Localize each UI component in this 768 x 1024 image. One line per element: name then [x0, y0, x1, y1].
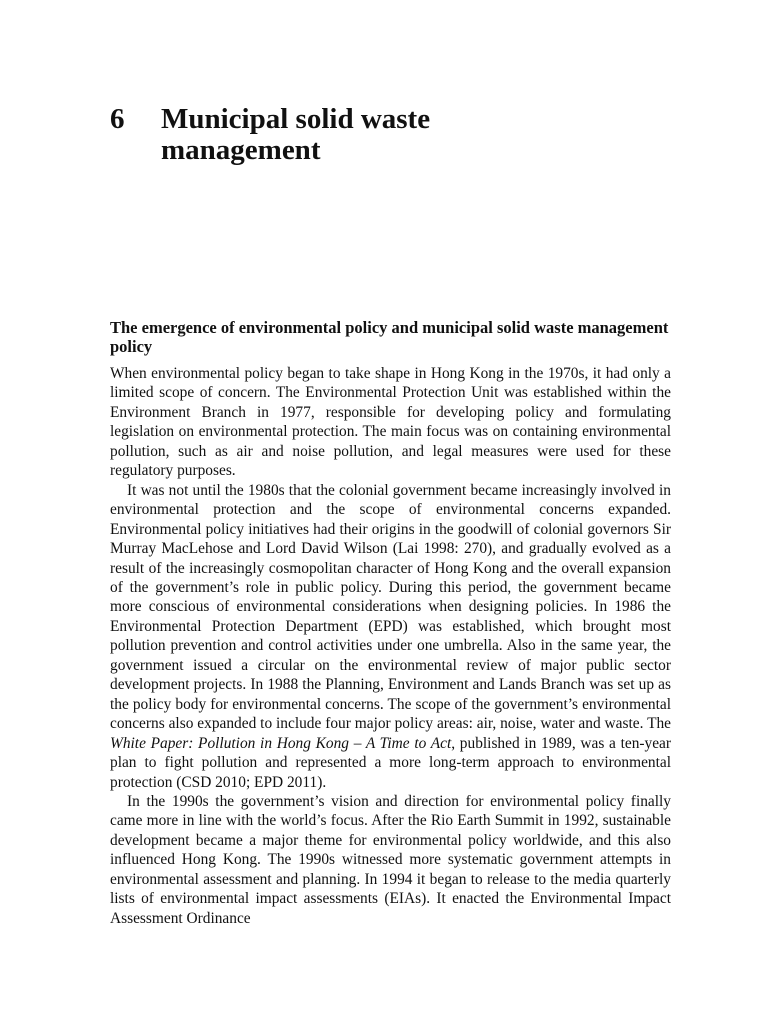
- paragraph-3: In the 1990s the government’s vision and direction for environmental policy finally came more in line with the world’s focus. After the Rio Earth Summit in 1992, sustainable development became a major theme for environmental policy worldwide, and this also influenced Hong Kong. The 1990s witnessed more systematic government attempts in environmental assessment and planning. In 1994 it began to release to the media quarterly lists of environmental impact assessments (EIAs). It enacted the Environmental Impact Assessment Ordinance: [110, 792, 671, 927]
- body-text: [110, 364, 671, 928]
- chapter-title: Municipal solid waste management: [161, 103, 431, 166]
- paragraph-2-text-end: , published in 1989, was a ten-year plan to fight pollution and represented a more long-term approach to environmental protection (CSD 2010; EPD 2011).: [110, 734, 671, 791]
- section-heading: The emergence of environmental policy and municipal solid waste management policy: [110, 318, 669, 356]
- paragraph-2-text-start: It was not until the 1980s that the colonial government became increasingly involved in environmental protection and the scope of environmental concerns expanded. Environmental policy initiatives had their origins in the goodwill of colonial governors Sir Murray MacLehose and Lord David Wilson (Lai 1998: 270), and gradually evolved as a result of the increasingly cosmopolitan character of Hong Kong and the overall expansion of the government’s role in public policy. During this period, the government became more conscious of environmental considerations when designing policies. In 1986 the Environmental Protection Department (EPD) was established, which brought most pollution prevention and control activities under one umbrella. Also in the same year, the government issued a circular on the environmental review of major public sector development projects. In 1988 the Planning, Environment and Lands Branch was set up as the policy body for environmental concerns. The scope of the government’s environmental concerns also expanded to include four major policy areas: air, noise, water and waste. The: [110, 481, 671, 733]
- chapter-heading: [110, 104, 670, 166]
- white-paper-title: White Paper: Pollution in Hong Kong – A Time to Act: [110, 734, 452, 752]
- paragraph-1: When environmental policy began to take shape in Hong Kong in the 1970s, it had only a limited scope of concern. The Environmental Protection Unit was established within the Environment Branch in 1977, responsible for developing policy and formulating legislation on environmental protection. The main focus was on containing environmental pollution, such as air and noise pollution, and legal measures were used for these regulatory purposes.: [110, 365, 671, 480]
- paragraph-2: [110, 481, 671, 792]
- chapter-number: 6: [110, 103, 125, 135]
